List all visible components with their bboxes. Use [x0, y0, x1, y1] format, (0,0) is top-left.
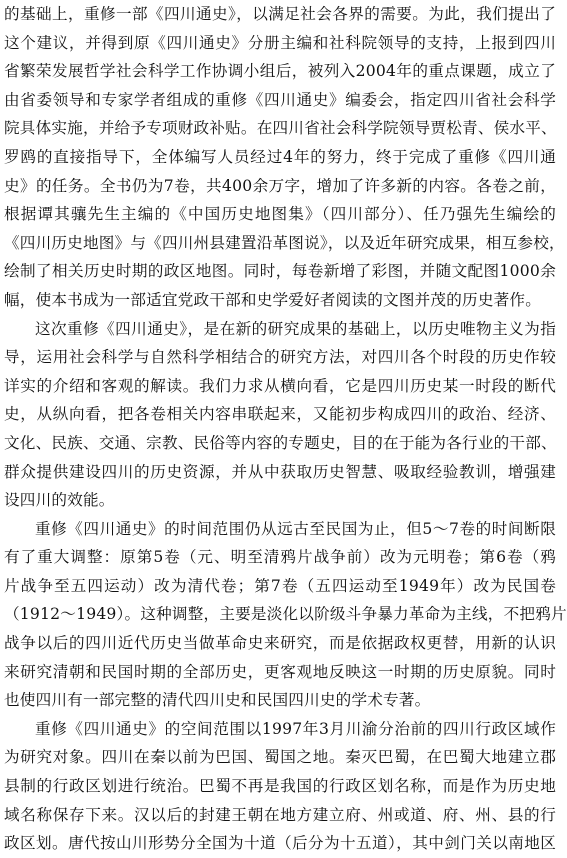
text-line: 也使四川有一部完整的清代四川史和民国四川史的学术专著。: [4, 691, 431, 710]
text-line: 重修《四川通史》的时间范围仍从远古至民国为止，但5～7卷的时间断限: [35, 519, 556, 538]
text-line: 来研究清朝和民国时期的全部历史，更客观地反映这一时期的历史原貌。同时: [4, 662, 556, 681]
document-page: [4, 0, 567, 853]
text-line: 片战争至五四运动）改为清代卷；第7卷（五四运动至1949年）改为民国卷: [4, 576, 556, 595]
text-line: 史，从纵向看，把各卷相关内容串联起来，又能初步构成四川的政治、经济、: [4, 405, 556, 424]
text-line: 史》的任务。全书仍为7卷，共400余万字，增加了许多新的内容。各卷之前，: [4, 176, 556, 195]
paragraph: [4, 315, 556, 515]
text-line: 重修《四川通史》的空间范围以1997年3月川渝分治前的四川行政区域作: [35, 719, 556, 738]
text-line: 文化、民族、交通、宗教、民俗等内容的专题史，目的在于能为各行业的干部、: [4, 433, 557, 452]
text-line: 有了重大调整：原第5卷（元、明至清鸦片战争前）改为元明卷；第6卷（鸦: [4, 548, 556, 567]
paragraph: [4, 515, 567, 715]
text-line: 省繁荣发展哲学社会科学工作协调小组后，被列入2004年的重点课题，成立了: [4, 62, 556, 81]
text-line: 战争以后的四川近代历史当做革命史来研究，而是依据政权更替，用新的认识: [4, 634, 556, 653]
text-line: （1912～1949）。这种调整，主要是淡化以阶级斗争暴力革命为主线，不把鸦片: [4, 605, 567, 624]
text-line: 这次重修《四川通史》，是在新的研究成果的基础上，以历史唯物主义为指: [35, 319, 556, 338]
paragraph: [4, 715, 556, 858]
text-line: 绘制了相关历史时期的政区地图。同时，每卷新增了彩图，并随文配图1000余: [4, 262, 556, 281]
text-line: 由省委领导和专家学者组成的重修《四川通史》编委会，指定四川省社会科学: [4, 90, 556, 109]
text-line: 的基础上，重修一部《四川通史》，以满足社会各界的需要。为此，我们提出了: [4, 5, 556, 23]
text-line: 设四川的效能。: [4, 491, 115, 510]
text-line: 这个建议，并得到原《四川通史》分册主编和社科院领导的支持，上报到四川: [4, 33, 556, 52]
text-line: 域名称保存下来。汉以后的封建王朝在地方建立府、州或道、府、州、县的行: [4, 805, 556, 824]
text-line: 院具体实施，并给予专项财政补贴。在四川省社会科学院领导贾松青、侯水平、: [4, 119, 557, 138]
text-line: 《四川历史地图》与《四川州县建置沿革图说》，以及近年研究成果，相互参校，: [4, 233, 565, 252]
text-line: 政区划。唐代按山川形势分全国为十道（后分为十五道），其中剑门关以南地区: [4, 834, 556, 853]
text-line: 幅，使本书成为一部适宜党政干部和史学爱好者阅读的文图并茂的历史著作。: [4, 290, 541, 309]
text-line: 详实的介绍和客观的解读。我们力求从横向看，它是四川历史某一时段的断代: [4, 376, 556, 395]
paragraph: [4, 0, 565, 315]
text-line: 群众提供建设四川的历史资源，并从中获取历史智慧、吸取经验教训，增强建: [4, 462, 556, 481]
text-line: 罗鸥的直接指导下，全体编写人员经过4年的努力，终于完成了重修《四川通: [4, 147, 556, 166]
text-line: 根据谭其骧先生主编的《中国历史地图集》（四川部分）、任乃强先生编绘的: [4, 205, 556, 224]
text-line: 县制的行政区划进行统治。巴蜀不再是我国的行政区划名称，而是作为历史地: [4, 777, 556, 796]
text-line: 导，运用社会科学与自然科学相结合的研究方法，对四川各个时段的历史作较: [4, 348, 556, 367]
text-line: 为研究对象。四川在秦以前为巴国、蜀国之地。秦灭巴蜀，在巴蜀大地建立郡: [4, 748, 556, 767]
